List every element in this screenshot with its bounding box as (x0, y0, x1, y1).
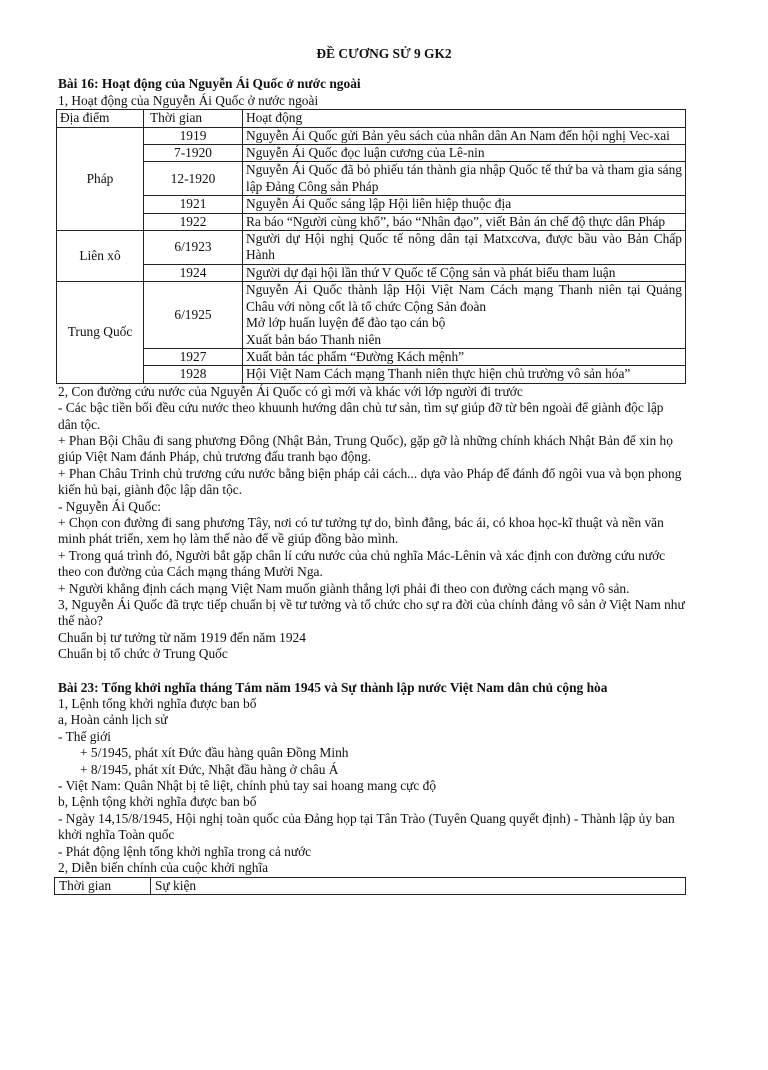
paragraph: + Chọn con đường đi sang phương Tây, nơi có tư tưởng tự do, bình đẳng, bác ái, có khoa học-kĩ thuật và nền văn minh phát triển, xem họ làm thế nào để về giúp đồng bào mình. (58, 514, 664, 547)
activity-line: Mở lớp huấn luyện để đào tạo cán bộ (246, 315, 446, 331)
activity-line: Nguyễn Ái Quốc đã bỏ phiếu tán thành gia nhập Quốc tế thứ ba và tham gia sáng lập Đảng Công sản Pháp (246, 162, 682, 194)
activity-cell (243, 213, 686, 230)
lesson-16-heading: Bài 16: Hoạt động của Nguyễn Ái Quốc ở nước ngoài (58, 76, 361, 92)
time-cell: 12-1920 (144, 162, 243, 196)
header-activity: Hoạt động (243, 110, 686, 127)
paragraph: a, Hoàn cảnh lịch sử (58, 712, 168, 728)
header-time: Thời gian (55, 877, 151, 894)
place-cell: Trung Quốc (57, 282, 144, 383)
place-cell: Liên xô (57, 231, 144, 282)
time-cell: 7-1920 (144, 145, 243, 162)
activity-line: Xuất bản tác phẩm “Đường Kách mệnh” (246, 348, 465, 364)
time-cell: 1924 (144, 264, 243, 281)
paragraph: 1, Lệnh tổng khởi nghĩa được ban bố (58, 696, 257, 712)
paragraph: - Các bậc tiền bối đều cứu nước theo khuunh hướng dân chủ tư sản, tìm sự giúp đỡ từ bên ngoài để giành độc lập dân tộc. (58, 400, 664, 432)
paragraph: b, Lệnh tộng khởi nghĩa được ban bố (58, 794, 257, 810)
activity-line: Nguyễn Ái Quốc đọc luận cương của Lê-nin (246, 145, 485, 161)
time-cell: 1919 (144, 127, 243, 144)
place-cell: Pháp (57, 127, 144, 230)
paragraph: + Phan Bội Châu đi sang phương Đông (Nhật Bản, Trung Quốc), gặp gỡ là những chính khách Nhật Bản để xin họ giúp Việt Nam đánh Pháp, chủ trương đấu tranh bạo động. (58, 432, 673, 465)
paragraph: Chuẩn bị tổ chức ở Trung Quốc (58, 646, 228, 662)
paragraph: - Thế giới (58, 728, 111, 744)
paragraph: + Trong quá trình đó, Người bắt gặp chân lí cứu nước của chủ nghĩa Mác-Lênin và xác định con đường cứu nước theo con đường của Cách mạng tháng Mười Nga. (58, 547, 666, 580)
table-row (57, 366, 686, 383)
table-header-row (55, 877, 686, 894)
activity-line: Nguyễn Ái Quốc gửi Bản yêu sách của nhân dân An Nam đến hội nghị Vec-xai (246, 127, 670, 143)
lesson-16-body (58, 384, 686, 663)
paragraph: + Phan Châu Trinh chủ trương cứu nước bằng biện pháp cải cách... dựa vào Pháp để đánh đổ ngôi vua và bọn phong kiến hủ bại, giành độc lập dân tộc. (58, 465, 682, 498)
table-header-row (57, 110, 686, 127)
activity-line: Ra báo “Người cùng khổ”, báo “Nhân đạo”, viết Bản án chế độ thực dân Pháp (246, 213, 666, 229)
activity-cell (243, 162, 686, 196)
activity-line: Xuất bản báo Thanh niên (246, 331, 382, 347)
table-row (57, 162, 686, 196)
paragraph: + 5/1945, phát xít Đức đầu hàng quân Đồng Minh (80, 745, 349, 761)
activity-line: Hội Việt Nam Cách mạng Thanh niên thực hiện chủ trường vô sản hóa” (246, 366, 631, 382)
table-row (57, 196, 686, 213)
paragraph: + 8/1945, phát xít Đức, Nhật đầu hàng ở châu Á (80, 761, 339, 777)
table-row (57, 213, 686, 230)
activity-cell (243, 145, 686, 162)
table-row (57, 348, 686, 365)
lesson-16-subheading: 1, Hoạt động của Nguyễn Ái Quốc ở nước ngoài (58, 92, 319, 108)
paragraph: 2, Con đường cứu nước của Nguyễn Ái Quốc có gì mới và khác với lớp người đi trước (58, 383, 523, 399)
paragraph: 3, Nguyễn Ái Quốc đã trực tiếp chuẩn bị về tư tưởng và tổ chức cho sự ra đời của chính đảng vô sản ở Việt Nam như thế nào? (58, 597, 685, 629)
paragraph: Chuẩn bị tư tưởng từ năm 1919 đến năm 1924 (58, 629, 306, 645)
paragraph: 2, Diễn biến chính của cuộc khởi nghĩa (58, 860, 269, 876)
activity-cell (243, 282, 686, 349)
activity-cell (243, 231, 686, 265)
events-table (54, 877, 686, 895)
paragraph: - Phát động lệnh tổng khởi nghĩa trong cả nước (58, 843, 312, 859)
activity-cell (243, 264, 686, 281)
table-row (57, 264, 686, 281)
activity-line: Nguyễn Ái Quốc sáng lập Hội liên hiệp thuộc địa (246, 196, 512, 212)
time-cell: 1922 (144, 213, 243, 230)
document-title: ĐỀ CƯƠNG SỬ 9 GK2 (316, 46, 452, 61)
paragraph: - Việt Nam: Quân Nhật bị tê liệt, chính phủ tay sai hoang mang cực độ (58, 778, 437, 794)
activity-line: Người dự Hội nghị Quốc tế nông dân tại Matxcơva, được bầu vào Bản Chấp Hành (246, 231, 682, 263)
time-cell: 1921 (144, 196, 243, 213)
time-cell: 1927 (144, 348, 243, 365)
table-row (57, 145, 686, 162)
document-page (0, 46, 768, 1070)
paragraph: - Ngày 14,15/8/1945, Hội nghị toàn quốc của Đảng họp tại Tân Trào (Tuyên Quang quyết định) - Thành lập ủy ban khởi nghĩa Toàn quốc (58, 810, 675, 843)
header-time: Thời gian (144, 110, 243, 127)
activity-cell (243, 366, 686, 383)
time-cell: 6/1923 (144, 231, 243, 265)
activities-table (56, 109, 686, 384)
paragraph: - Nguyễn Ái Quốc: (58, 498, 162, 514)
time-cell: 1928 (144, 366, 243, 383)
table-row (57, 282, 686, 349)
activity-cell (243, 348, 686, 365)
lesson-23-heading: Bài 23: Tổng khởi nghĩa tháng Tám năm 1945 và Sự thành lập nước Việt Nam dân chủ cộng hòa (58, 679, 608, 695)
header-event: Sự kiện (151, 877, 686, 894)
lesson-23-body (58, 696, 686, 876)
table-row (57, 127, 686, 144)
activity-line: Nguyễn Ái Quốc thành lập Hội Việt Nam Cách mạng Thanh niên tại Quảng Châu với nòng cốt là tổ chức Cộng Sản đoàn (246, 282, 682, 314)
activity-line: Người dự đại hội lần thứ V Quốc tế Cộng sản và phát biểu tham luận (246, 264, 616, 280)
table-row (57, 231, 686, 265)
header-place: Địa điểm (57, 110, 144, 127)
time-cell: 6/1925 (144, 282, 243, 349)
paragraph: + Người khẳng định cách mạng Việt Nam muốn giành thắng lợi phải đi theo con đường cách mạng vô sản. (58, 580, 630, 596)
activity-cell (243, 127, 686, 144)
activity-cell (243, 196, 686, 213)
